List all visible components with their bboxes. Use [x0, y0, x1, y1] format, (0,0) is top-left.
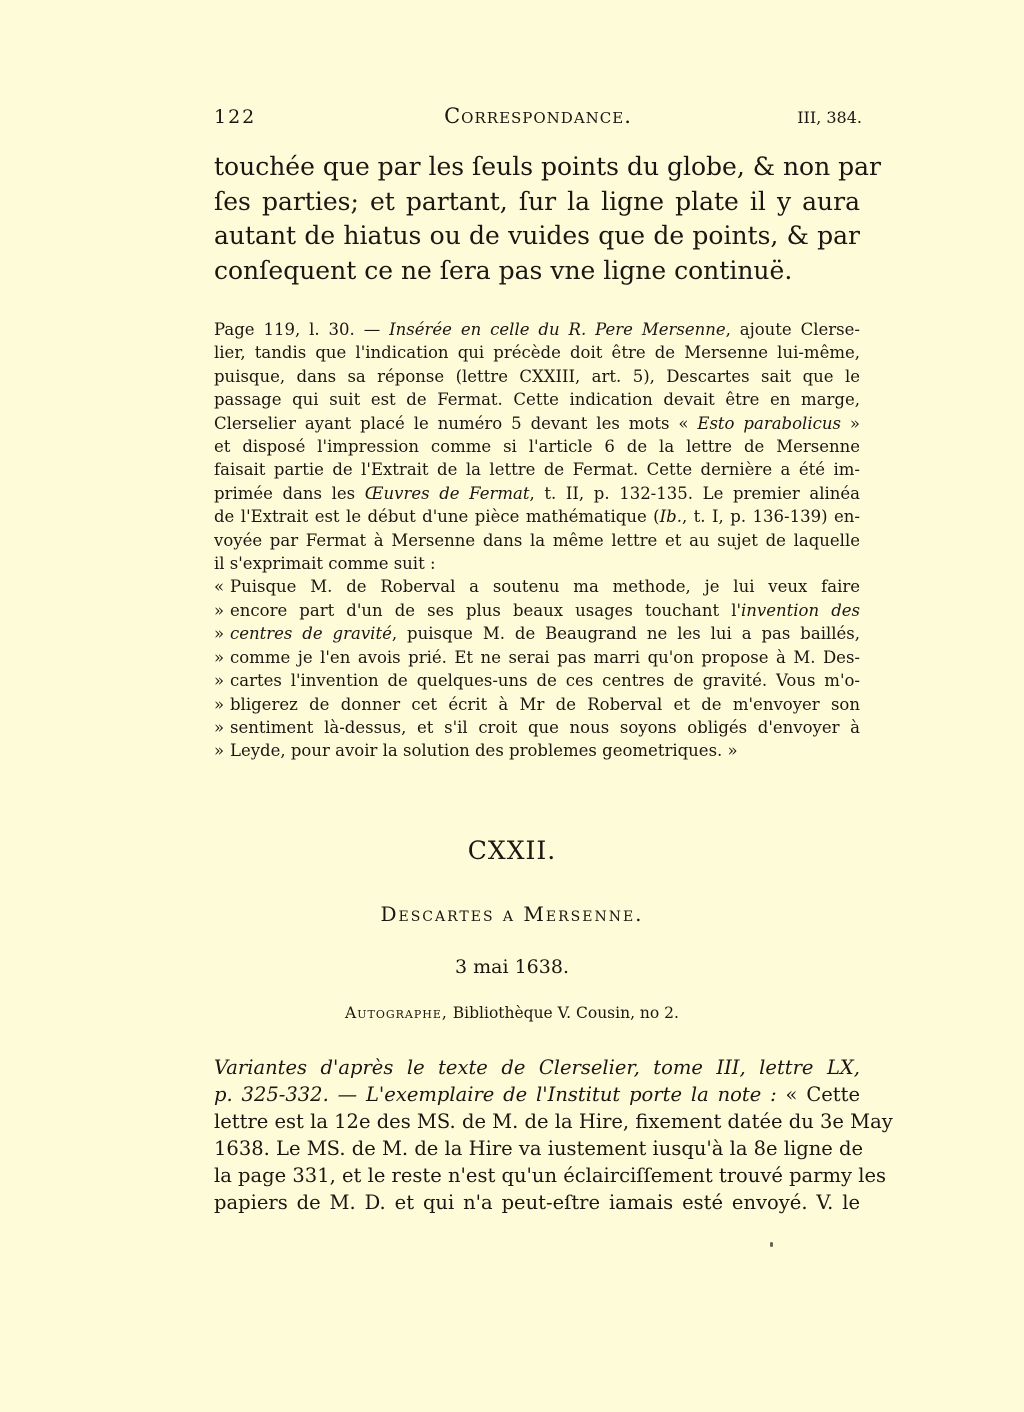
source-label: Autographe, [345, 1004, 448, 1022]
text-run: comme je l'en avois prié. Et ne serai pas marri qu'on propose à M. Des- [230, 647, 860, 667]
page-number: 122 [214, 106, 257, 128]
text-run: de l'Extrait est le début d'une pièce mathématique ( [214, 507, 660, 527]
text-line [214, 341, 860, 364]
text-run: , ajoute Clerse- [725, 320, 860, 339]
text-run: passage qui suit est de Fermat. Cette indication devait être en marge, [214, 390, 860, 410]
text-line: autant de hiatus ou de vuides que de points, & par [214, 221, 860, 250]
text-line [214, 458, 860, 481]
text-run: papiers de M. D. et qui n'a peut-eſtre iamais esté envoyé. V. le [214, 1191, 860, 1214]
quote-mark: » [214, 717, 225, 737]
text-line [214, 435, 860, 458]
text-line: ſes parties; et partant, ſur la ligne plate il y aura [214, 186, 860, 216]
text-run: lettre est la 12e des MS. de M. de la Hire, fixement datée du 3e May [214, 1110, 893, 1133]
text-run: lier, tandis que l'indication qui précède doit être de Mersenne lui-même, [214, 343, 860, 363]
text-line [214, 482, 860, 505]
text-line [214, 622, 860, 645]
letter-date: 3 mai 1638. [455, 956, 569, 978]
quote-mark: » [214, 647, 225, 667]
text-line [214, 529, 860, 552]
quote-mark: » [214, 600, 225, 620]
quote-mark: » [214, 624, 225, 644]
text-run: Page 119, l. 30. — [214, 320, 390, 339]
text-run: Clerselier ayant placé le numéro 5 devant les mots « [214, 413, 698, 433]
text-run: puisque, dans sa réponse (lettre CXXIII, art. 5), Descartes sait que le [214, 366, 860, 386]
running-header [214, 106, 862, 136]
text-run: 1638. Le MS. de M. de la Hire va iustement iusqu'à la 8e ligne de [214, 1137, 864, 1160]
text-run: faisait partie de l'Extrait de la lettre de Fermat. Cette dernière a été im- [214, 460, 860, 480]
text-line [214, 365, 860, 388]
text-line [214, 693, 860, 716]
text-line [214, 669, 860, 692]
italic-text: Variantes d'après le texte de Clerselier, tome III, lettre LX, [214, 1056, 860, 1079]
italic-text: Œuvres de Fermat [364, 483, 530, 503]
text-line [214, 1135, 864, 1162]
text-run: sentiment là-dessus, et s'il croit que nous soyons obligés d'envoyer à [230, 717, 860, 737]
text-line [214, 505, 860, 528]
ink-speck [770, 1242, 773, 1247]
letter-number: CXXII. [467, 836, 557, 865]
volume-reference: III, 384. [797, 108, 862, 127]
text-line [214, 575, 860, 598]
text-run: , t. I, p. 136-139) en- [681, 507, 860, 527]
italic-text: Ib. [659, 507, 682, 527]
italic-text: p. 325-332. — L'exemplaire de l'Institut porte la note : [214, 1083, 777, 1106]
text-run: bligerez de donner cet écrit à Mr de Roberval et de m'envoyer son [230, 694, 860, 714]
text-run: , t. II, p. 132-135. Le premier alinéa [529, 483, 860, 503]
italic-text: invention des [741, 600, 860, 620]
text-run: , puisque M. de Beaugrand ne les lui a pas baillés, [391, 624, 860, 644]
text-run: Leyde, pour avoir la solution des problemes geometriques. » [230, 741, 738, 761]
text-run: Puisque M. de Roberval a soutenu ma methode, je lui veux faire [230, 577, 860, 597]
letter-title: Descartes a Mersenne. [380, 902, 644, 926]
text-run: cartes l'invention de quelques-uns de ces centres de gravité. Vous m'o- [230, 671, 860, 691]
text-line [214, 388, 860, 411]
text-line: conſequent ce ne ſera pas vne ligne continuë. [214, 255, 793, 285]
italic-text: Esto parabolicus [697, 413, 841, 433]
letter-source [0, 1004, 1024, 1022]
quote-mark: « [214, 577, 225, 597]
text-line [214, 1054, 860, 1081]
variants-note [214, 1054, 893, 1216]
running-title: Correspondance. [444, 104, 632, 128]
text-run: voyée par Fermat à Mersenne dans la même lettre et au sujet de laquelle [214, 530, 860, 550]
source-text: Bibliothèque V. Cousin, no 2. [447, 1004, 679, 1022]
text-line: touchée que par les ſeuls points du globe, & non par [214, 152, 882, 181]
text-run: encore part d'un de ses plus beaux usages touchant l' [230, 600, 742, 620]
text-line [214, 1189, 860, 1216]
text-line [214, 716, 860, 739]
text-run: la page 331, et le reste n'est qu'un éclairciſſement trouvé parmy les [214, 1164, 886, 1187]
text-line [214, 646, 860, 669]
italic-text: Insérée en celle du R. Pere Mersenne [389, 320, 726, 339]
text-line [214, 1081, 860, 1108]
text-line [214, 1108, 893, 1135]
text-run: « Cette [776, 1083, 860, 1106]
text-line [214, 739, 860, 762]
text-run: primée dans les [214, 483, 365, 503]
quote-mark: » [214, 671, 225, 691]
text-run: et disposé l'impression comme si l'article 6 de la lettre de Mersenne [214, 437, 860, 457]
text-run: » [840, 413, 860, 433]
editorial-note [214, 318, 860, 763]
quote-mark: » [214, 694, 225, 714]
text-run: il s'exprimait comme suit : [214, 554, 436, 574]
quote-mark: » [214, 741, 225, 761]
main-text-block [214, 150, 882, 288]
text-line [214, 318, 860, 341]
text-line [214, 412, 860, 435]
text-line [214, 1162, 886, 1189]
text-line [214, 552, 860, 575]
italic-text: centres de gravité [230, 624, 392, 644]
text-line [214, 599, 860, 622]
